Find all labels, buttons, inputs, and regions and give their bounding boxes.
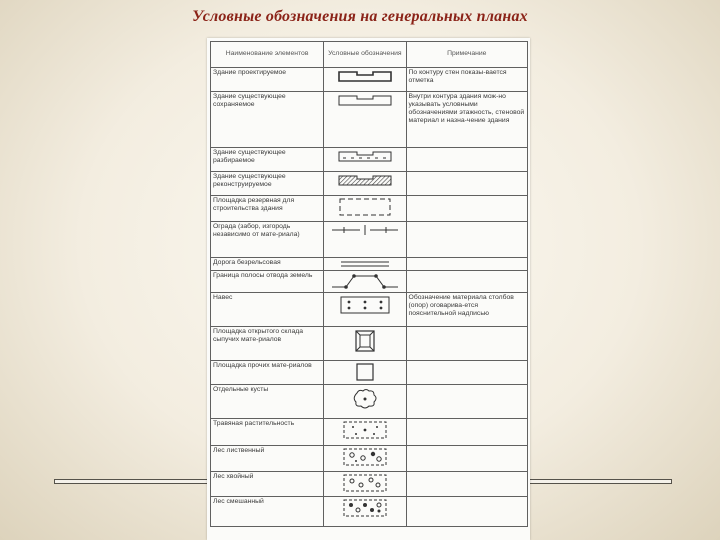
row-name: Здание существующее реконструируемое — [211, 172, 324, 196]
legend-row — [211, 172, 528, 196]
deciduous-forest-icon — [341, 447, 389, 467]
row-note — [406, 385, 527, 419]
row-name: Отдельные кусты — [211, 385, 324, 419]
row-symbol — [324, 446, 406, 472]
row-symbol — [324, 419, 406, 446]
row-name: Лес смешанный — [211, 497, 324, 527]
row-symbol — [324, 293, 406, 327]
row-name: Граница полосы отвода земель — [211, 271, 324, 293]
row-name: Ограда (забор, изгородь независимо от мате-риала) — [211, 222, 324, 258]
row-note — [406, 222, 527, 258]
row-note — [406, 327, 527, 361]
other-materials-icon — [354, 362, 376, 382]
header-name: Наименование элементов — [211, 42, 324, 68]
row-name: Дорога безрельсовая — [211, 258, 324, 271]
row-symbol — [324, 472, 406, 497]
row-name: Травяная растительность — [211, 419, 324, 446]
allotment-boundary-icon — [330, 272, 400, 290]
bulk-storage-icon — [353, 328, 377, 354]
row-note — [406, 446, 527, 472]
row-note — [406, 472, 527, 497]
row-symbol — [324, 258, 406, 271]
legend-row — [211, 258, 528, 271]
legend-row — [211, 327, 528, 361]
canopy-icon — [337, 294, 393, 316]
row-note — [406, 196, 527, 222]
row-symbol — [324, 222, 406, 258]
row-symbol — [324, 148, 406, 172]
header-symbol: Условные обозначения — [324, 42, 406, 68]
row-name: Лес хвойный — [211, 472, 324, 497]
row-note — [406, 419, 527, 446]
coniferous-forest-icon — [341, 473, 389, 493]
row-name: Навес — [211, 293, 324, 327]
reserve-site-icon — [337, 197, 393, 217]
legend-row — [211, 271, 528, 293]
header-note: Примечание — [406, 42, 527, 68]
legend-row — [211, 222, 528, 258]
row-name: Лес лиственный — [211, 446, 324, 472]
row-symbol — [324, 327, 406, 361]
row-symbol — [324, 271, 406, 293]
legend-row — [211, 472, 528, 497]
row-symbol — [324, 385, 406, 419]
row-name: Здание проектируемое — [211, 68, 324, 92]
legend-row — [211, 92, 528, 148]
row-note — [406, 148, 527, 172]
row-note: Обозначение материала столбов (опор) оговарива-ется пояснительной надписью — [406, 293, 527, 327]
row-note — [406, 497, 527, 527]
legend-row — [211, 293, 528, 327]
row-symbol — [324, 497, 406, 527]
row-note — [406, 361, 527, 385]
legend-header-row — [211, 42, 528, 68]
demolished-building-icon — [337, 149, 393, 163]
row-symbol — [324, 361, 406, 385]
legend-row — [211, 385, 528, 419]
mixed-forest-icon — [341, 498, 389, 518]
row-name: Площадка резервная для строительства здания — [211, 196, 324, 222]
legend-row — [211, 68, 528, 92]
row-name: Здание существующее разбираемое — [211, 148, 324, 172]
row-name: Здание существующее сохраняемое — [211, 92, 324, 148]
row-symbol — [324, 68, 406, 92]
row-note — [406, 258, 527, 271]
legend-row — [211, 419, 528, 446]
legend-row — [211, 361, 528, 385]
row-symbol — [324, 92, 406, 148]
existing-building-icon — [337, 93, 393, 107]
legend-row — [211, 148, 528, 172]
row-symbol — [324, 196, 406, 222]
row-note — [406, 172, 527, 196]
row-name: Площадка открытого склада сыпучих мате-риалов — [211, 327, 324, 361]
slide-title: Условные обозначения на генеральных планах — [192, 8, 528, 25]
road-icon — [337, 259, 393, 269]
legend-table — [210, 41, 528, 527]
row-note — [406, 271, 527, 293]
reconstructed-building-icon — [337, 173, 393, 187]
legend-row — [211, 196, 528, 222]
scanned-legend-sheet — [207, 38, 530, 540]
row-symbol — [324, 172, 406, 196]
grass-icon — [341, 420, 389, 440]
row-note: По контуру стен показы-вается отметка — [406, 68, 527, 92]
legend-row — [211, 446, 528, 472]
designed-building-icon — [337, 69, 393, 83]
legend-row — [211, 497, 528, 527]
bush-icon — [349, 386, 381, 412]
fence-icon — [330, 223, 400, 237]
row-note: Внутри контура здания мож-но указывать условными обозначениями этажность, стеновой материал и назна-чение здания — [406, 92, 527, 148]
row-name: Площадка прочих мате-риалов — [211, 361, 324, 385]
